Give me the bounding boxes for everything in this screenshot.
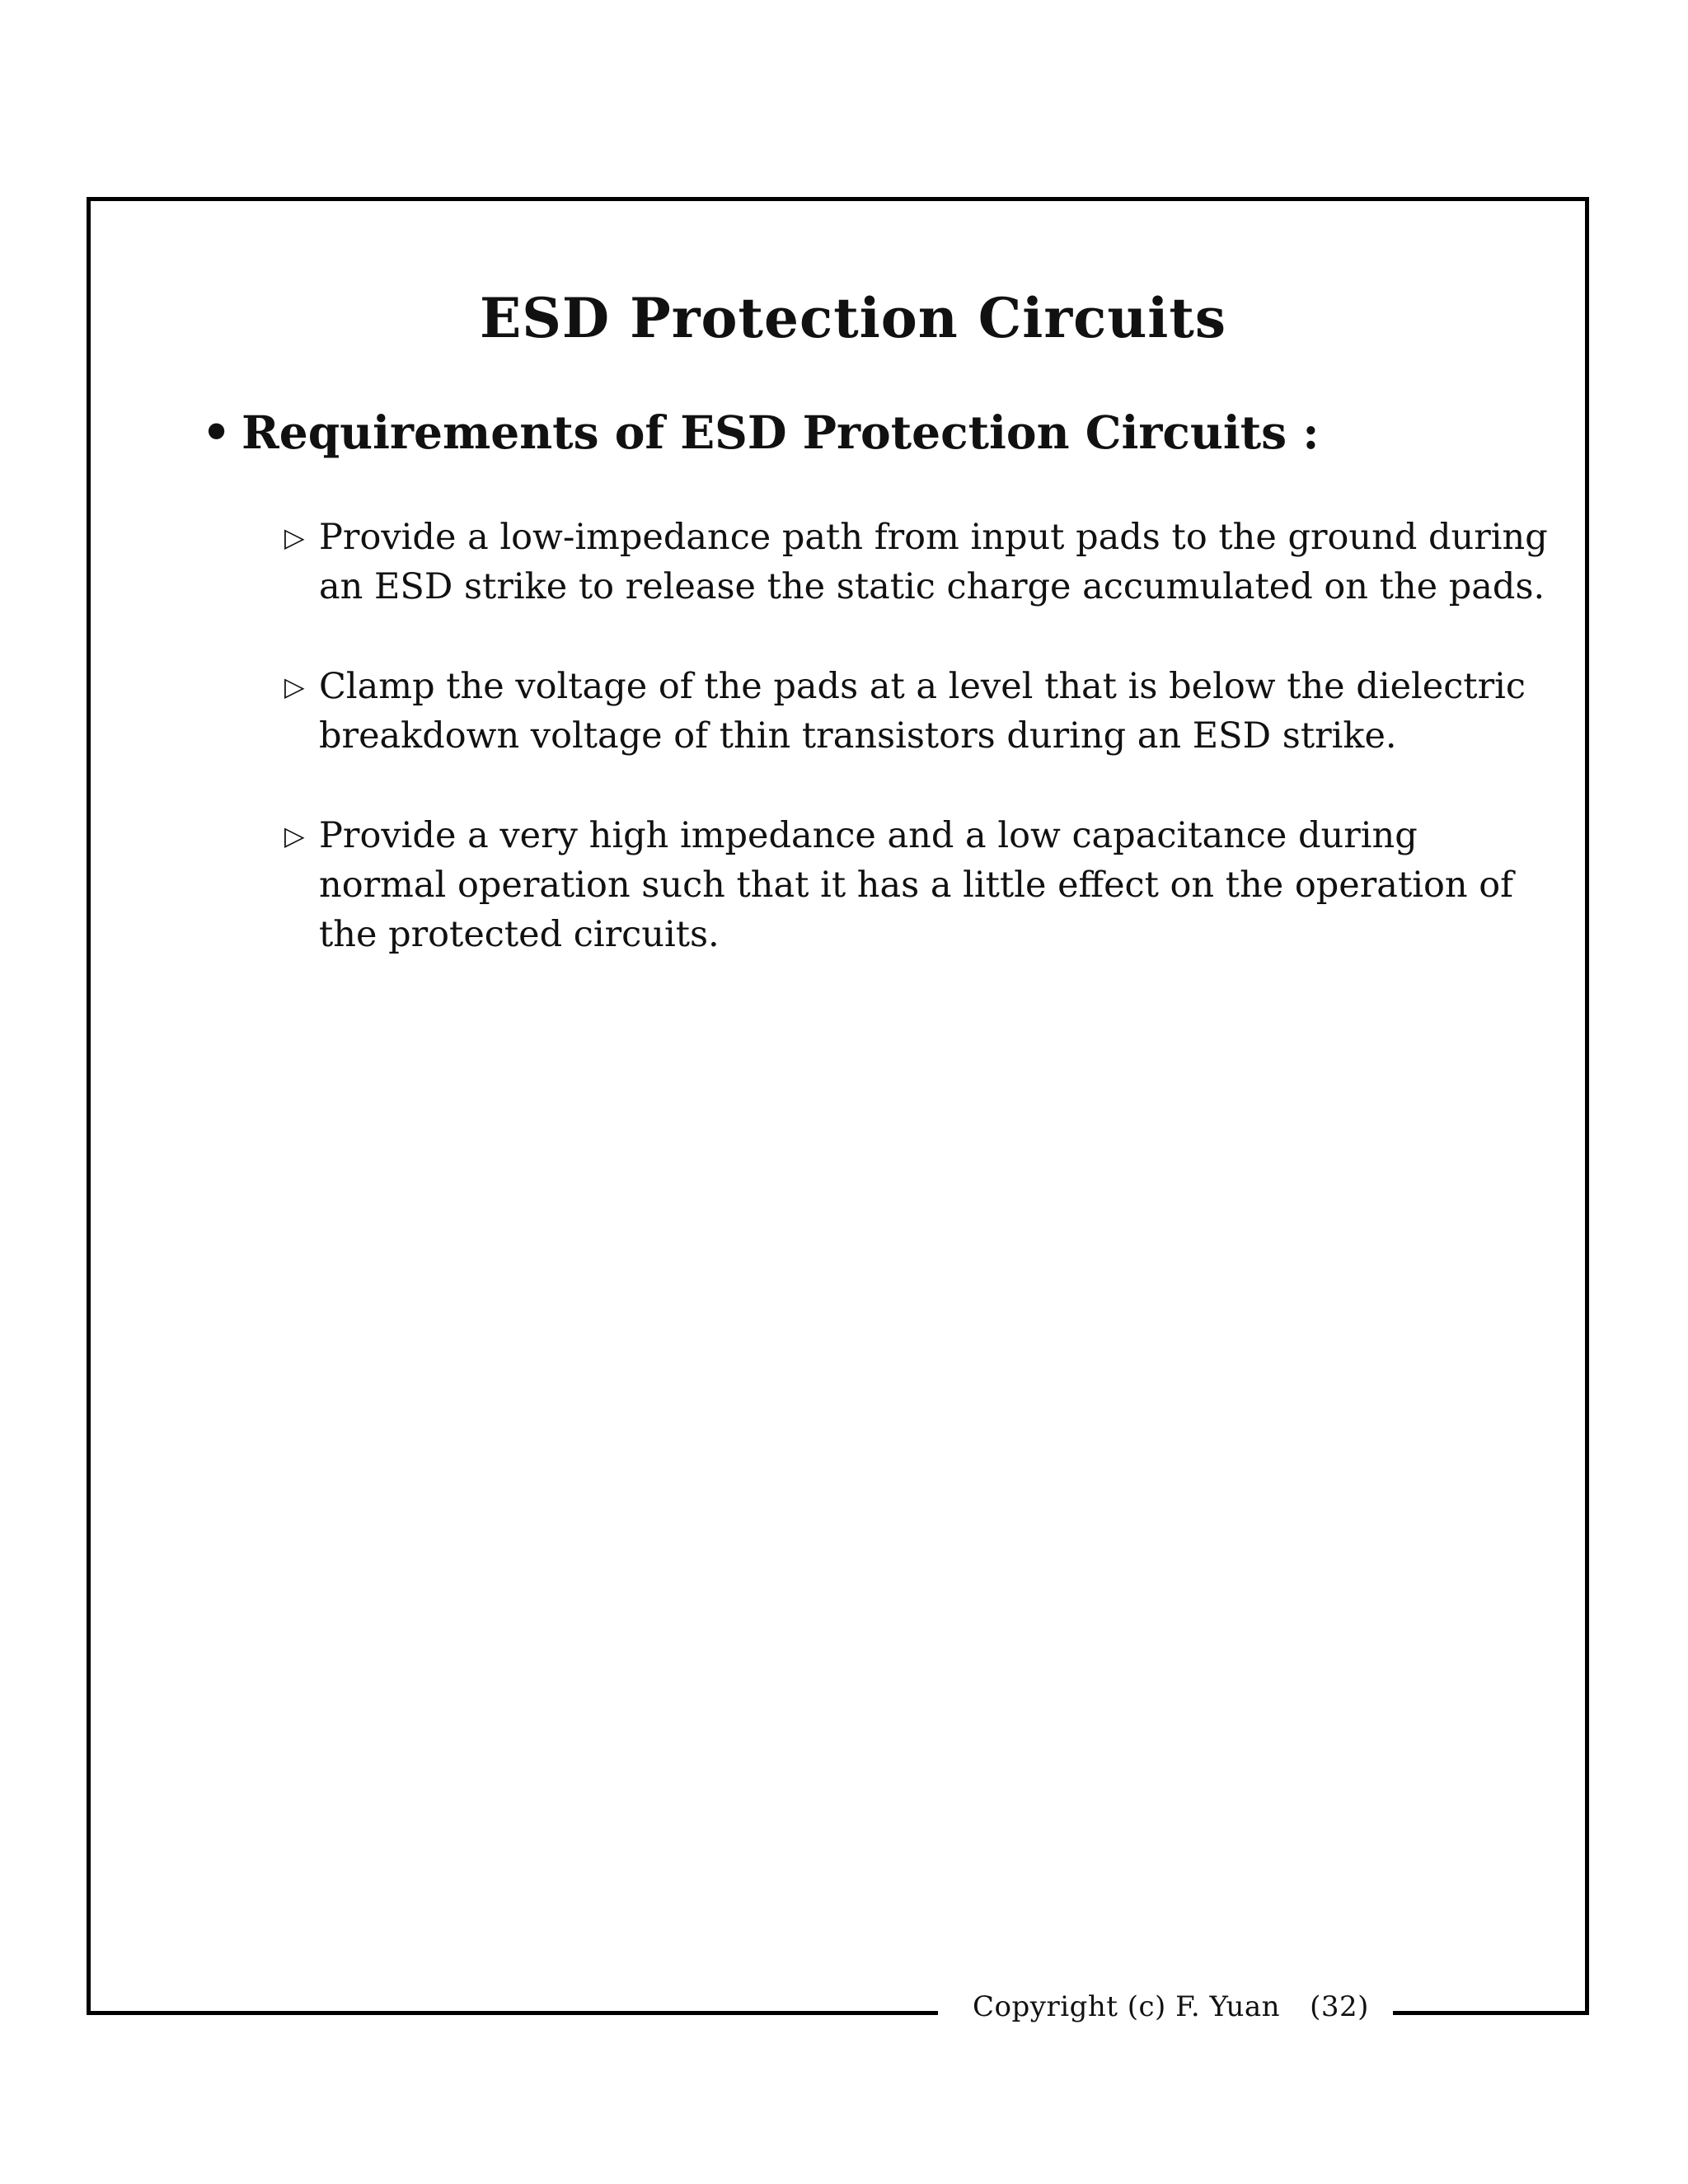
- triangle-marker-icon: ▷: [284, 671, 305, 702]
- list-item-text-line: Provide a very high impedance and a low capacitance during: [319, 815, 1418, 856]
- section-requirements: [202, 405, 1320, 459]
- page-number: (32): [1310, 1990, 1369, 2023]
- bullet-icon: •: [202, 405, 232, 459]
- list-item-text-line: Clamp the voltage of the pads at a level that is below the dielectric: [319, 666, 1526, 707]
- list-item-text-line: the protected circuits.: [319, 914, 720, 955]
- slide-frame: [87, 197, 1589, 2015]
- list-item: [284, 513, 1570, 612]
- frame-bottom-rule-right: [1393, 2011, 1589, 2015]
- list-item: [284, 811, 1570, 959]
- list-item-text-line: Provide a low-impedance path from input pads to the ground during: [319, 517, 1548, 558]
- list-item-text-line: normal operation such that it has a little effect on the operation of: [319, 865, 1514, 906]
- section-heading: Requirements of ESD Protection Circuits :: [241, 405, 1320, 459]
- requirements-list: [284, 513, 1570, 1010]
- frame-bottom-rule-left: [87, 2011, 938, 2015]
- triangle-marker-icon: ▷: [284, 820, 305, 851]
- footer: [973, 1990, 1369, 2023]
- slide-title: ESD Protection Circuits: [479, 286, 1227, 350]
- copyright-text: Copyright (c) F. Yuan: [973, 1990, 1281, 2023]
- list-item-text-line: breakdown voltage of thin transistors during an ESD strike.: [319, 715, 1397, 757]
- list-item-text-line: an ESD strike to release the static charge accumulated on the pads.: [319, 566, 1545, 607]
- triangle-marker-icon: ▷: [284, 522, 305, 553]
- list-item: [284, 662, 1570, 761]
